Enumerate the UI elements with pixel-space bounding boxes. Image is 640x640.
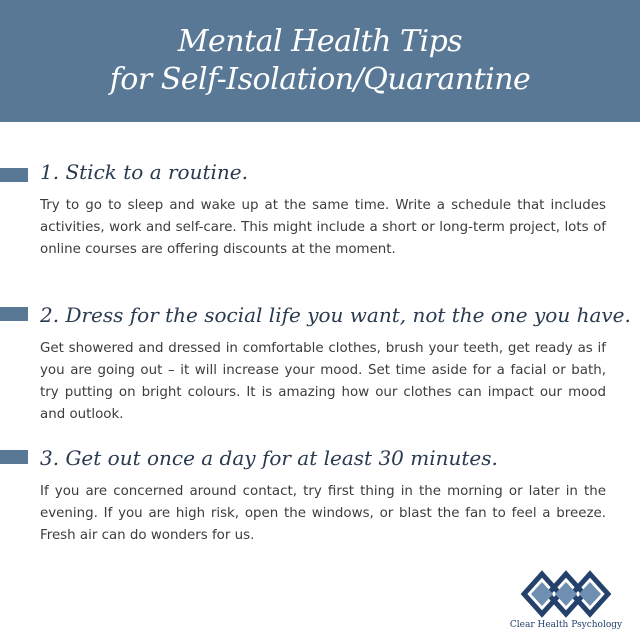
tip-body: Get showered and dressed in comfortable clothes, brush your teeth, get ready as if you are going out – it will increase your mood. Set time aside for a facial or bath, try putting on bright colours. It is amazing how our clothes can impact our mood and outlook. bbox=[40, 341, 606, 422]
three-diamond-logo-icon bbox=[518, 568, 614, 620]
title-line-2: for Self-Isolation/Quarantine bbox=[109, 62, 531, 97]
tip-body: Try to go to sleep and wake up at the same time. Write a schedule that includes activities, work and self-care. This might include a short or long-term project, lots of online courses are offering discounts at the moment. bbox=[40, 198, 606, 257]
tip-heading: 2. Dress for the social life you want, not the one you have. bbox=[40, 303, 631, 327]
header-banner bbox=[0, 0, 640, 122]
tip-heading: 3. Get out once a day for at least 30 minutes. bbox=[40, 446, 498, 470]
tip-marker bbox=[0, 450, 28, 464]
brand-logo bbox=[506, 568, 626, 634]
tip-body: If you are concerned around contact, try first thing in the morning or later in the evening. If you are high risk, open the windows, or blast the fan to feel a breeze. Fresh air can do wonders for us. bbox=[40, 484, 606, 543]
tip-marker bbox=[0, 307, 28, 321]
tip-heading: 1. Stick to a routine. bbox=[40, 160, 248, 184]
brand-name: Clear Health Psychology bbox=[509, 620, 623, 630]
tip-marker bbox=[0, 168, 28, 182]
title-line-1: Mental Health Tips bbox=[177, 24, 463, 59]
